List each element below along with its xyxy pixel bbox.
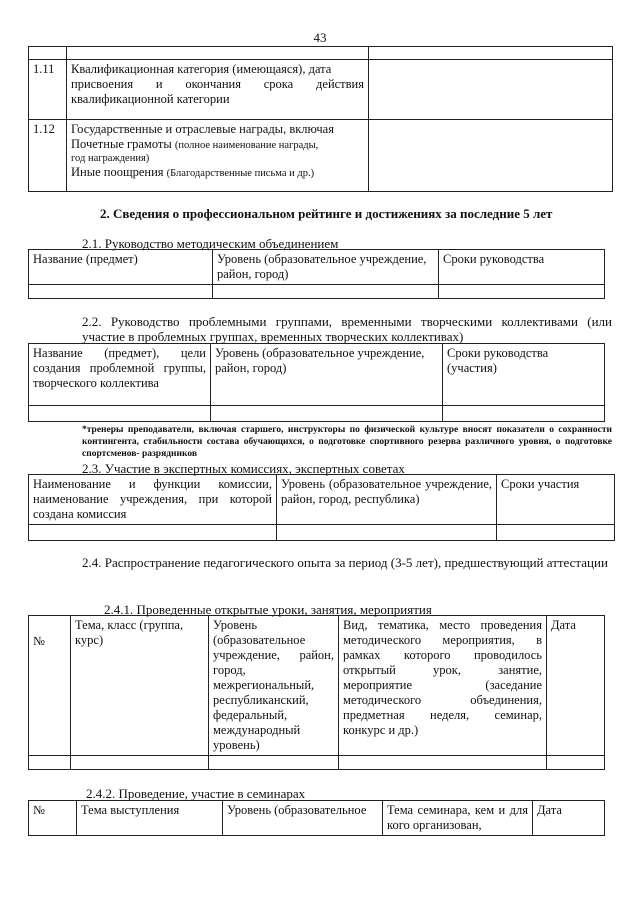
- row-text-line: присвоения и окончания срока действия: [71, 77, 364, 91]
- row-number: 1.12: [29, 120, 67, 192]
- table-header-row: [29, 616, 605, 756]
- column-header: Тема семинара, кем и для кого организован,: [383, 801, 533, 836]
- column-header: Дата: [547, 616, 605, 756]
- qualification-table: [28, 46, 613, 192]
- row-note: (Благодарственные письма и др.): [166, 168, 315, 179]
- table-row: [29, 285, 605, 299]
- table-header-row: [29, 801, 605, 836]
- page-number: 43: [313, 30, 327, 45]
- column-header: Уровень (образовательное учреждение, район, город, межрегиональный, республиканский, федеральный, международный уровень): [209, 616, 339, 756]
- table-2-2: [28, 343, 605, 422]
- row-number: 1.11: [29, 60, 67, 120]
- table-header-row: [29, 344, 605, 406]
- section-2-2-title: 2.2. Руководство проблемными группами, временными творческими коллективами (или участие в проблемных группах, временных творческих коллективах): [82, 314, 612, 344]
- section-2-4-title: 2.4. Распространение педагогического опыта за период (3-5 лет), предшествующий аттестации: [82, 555, 608, 570]
- table-row: [29, 406, 605, 422]
- table-2-4-2: [28, 800, 605, 836]
- column-header: Сроки руководства (участия): [443, 344, 605, 406]
- column-header: №: [29, 801, 77, 836]
- section-2-1-title: 2.1. Руководство методическим объединением: [82, 236, 339, 251]
- column-header: Уровень (образовательное: [223, 801, 383, 836]
- section-2-4-2-title: 2.4.2. Проведение, участие в семинарах: [86, 786, 306, 801]
- section-2-title: 2. Сведения о профессиональном рейтинге и достижениях за последние 5 лет: [100, 206, 553, 221]
- table-row: [29, 120, 613, 192]
- table-2-3: [28, 474, 615, 541]
- row-note: год награждения): [71, 153, 150, 164]
- column-header: Тема выступления: [77, 801, 223, 836]
- table-2-1: [28, 249, 605, 299]
- column-header: Дата: [533, 801, 605, 836]
- column-header: Сроки участия: [497, 475, 615, 525]
- table-row: [29, 60, 613, 120]
- table-row: [29, 525, 615, 541]
- column-header: Наименование и функции комиссии, наименование учреждения, при которой создана комиссия: [29, 475, 277, 525]
- column-header: Название (предмет): [29, 250, 213, 285]
- column-header: Сроки руководства: [439, 250, 605, 285]
- column-header: Уровень (образовательное учреждение, район, город, республика): [277, 475, 497, 525]
- column-header: Тема, класс (группа, курс): [71, 616, 209, 756]
- row-text-line: Государственные и отраслевые награды, включая: [71, 122, 334, 136]
- row-text-line: квалификационной категории: [71, 92, 230, 106]
- column-header: Название (предмет), цели создания проблемной группы, творческого коллектива: [29, 344, 211, 406]
- table-header-row: [29, 250, 605, 285]
- row-text: Иные поощрения: [71, 165, 164, 179]
- column-header: Уровень (образовательное учреждение, район, город): [213, 250, 439, 285]
- row-note: (полное наименование награды,: [174, 140, 319, 151]
- footnote: *тренеры преподаватели, включая старшего, инструкторы по физической культуре вносят показатели о сохранности контингента, стабильности состава обучающихся, о подготовке спортивного резерва различного уровня, о подготовке спортсменов- разрядников: [82, 425, 612, 459]
- section-2-3-title: 2.3. Участие в экспертных комиссиях, экспертных советах: [82, 461, 405, 476]
- column-header: Вид, тематика, место проведения методического мероприятия, в рамках которого проводилось открытый урок, занятие, мероприятие (заседание методического объединения, предметная неделя, семинар, конкурс и др.): [339, 616, 547, 756]
- table-2-4-1: [28, 615, 605, 770]
- row-text-line: Квалификационная категория (имеющаяся), дата: [71, 62, 332, 76]
- section-2-4-1-title: 2.4.1. Проведенные открытые уроки, занятия, мероприятия: [104, 602, 432, 617]
- column-header: Уровень (образовательное учреждение, район, город): [211, 344, 443, 406]
- row-text: Почетные грамоты: [71, 137, 172, 151]
- table-row: [29, 756, 605, 770]
- table-header-row: [29, 475, 615, 525]
- column-header: №: [29, 616, 71, 756]
